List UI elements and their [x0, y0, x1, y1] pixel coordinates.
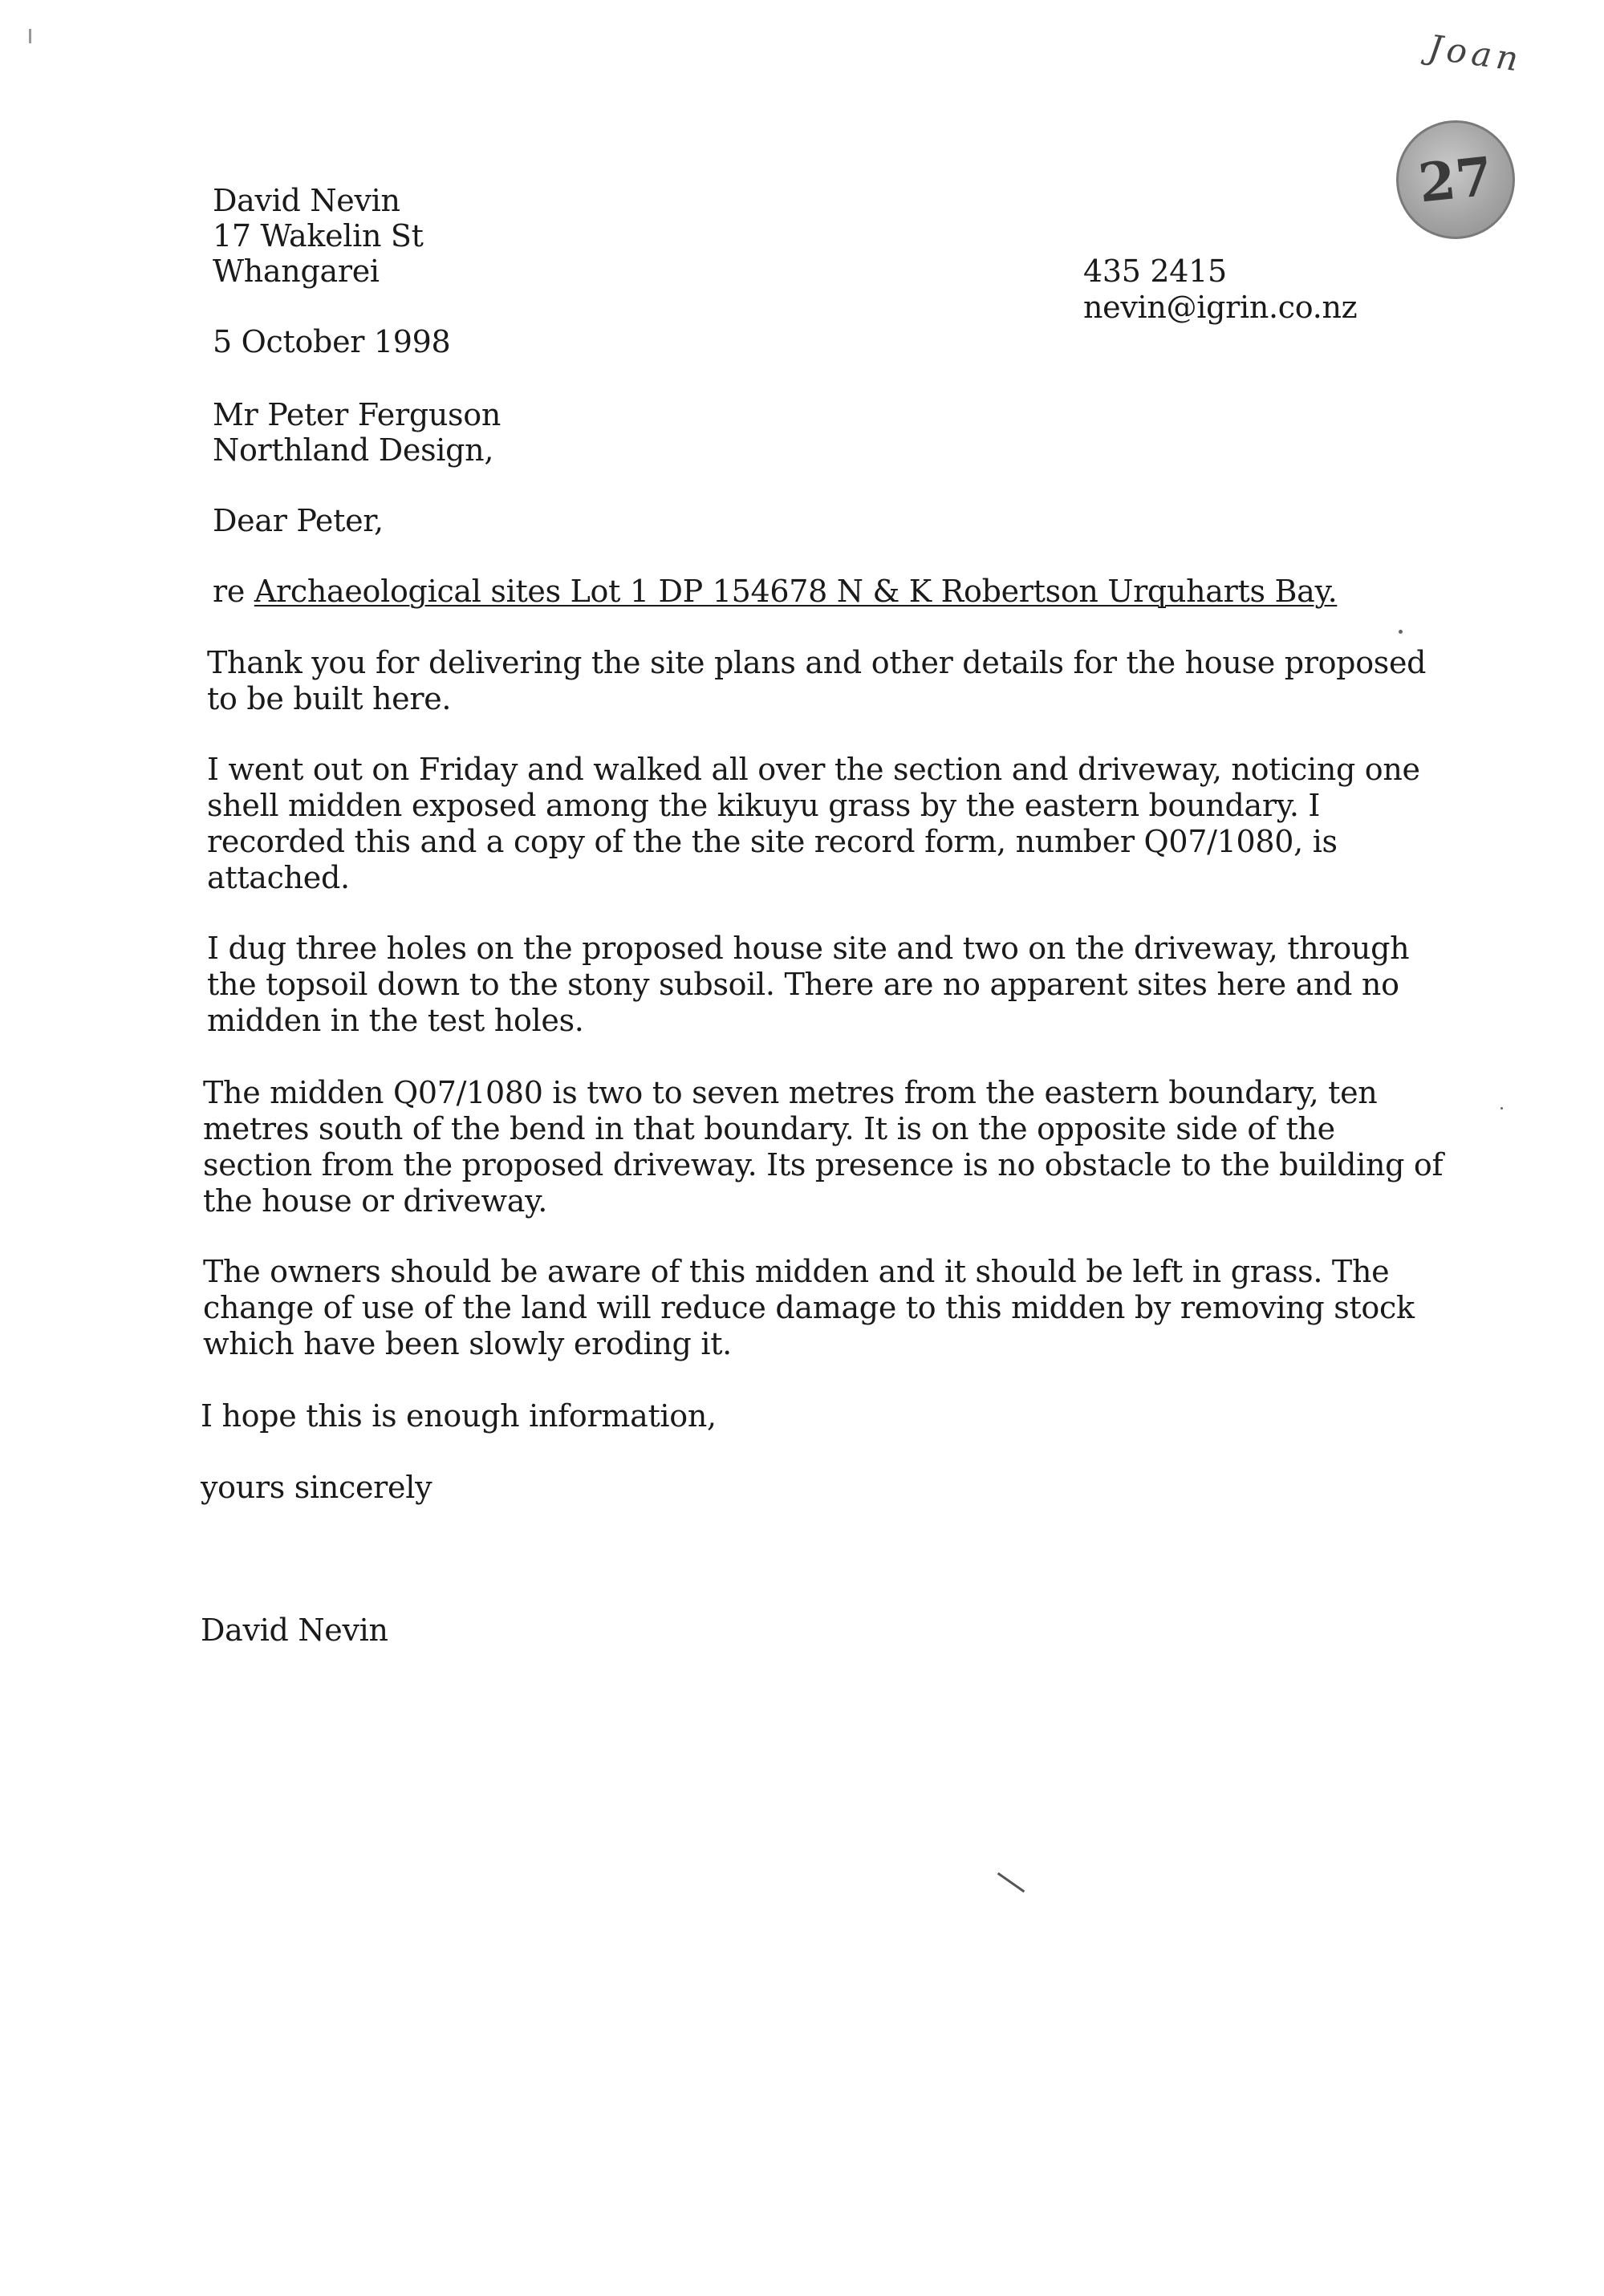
scan-speck	[1500, 1107, 1503, 1109]
body-paragraph-2: I went out on Friday and walked all over the section and driveway, noticing one shell midden exposed among the kikuyu grass by the eastern boundary. I recorded this and a copy of the the site record form, number Q07/1080, is attached.	[207, 752, 1420, 895]
sender-city: Whangarei	[213, 254, 380, 289]
scan-mark	[997, 1872, 1025, 1892]
subject-text: Archaeological sites Lot 1 DP 154678 N & K Robertson Urquharts Bay.	[254, 574, 1338, 609]
signature-name: David Nevin	[201, 1612, 388, 1648]
closing: yours sincerely	[201, 1470, 432, 1505]
stamp-number: 27	[1415, 144, 1496, 215]
sender-street: 17 Wakelin St	[213, 218, 424, 254]
page-number-stamp	[1396, 120, 1515, 239]
subject-line	[213, 574, 1337, 610]
recipient-name: Mr Peter Ferguson	[213, 397, 501, 432]
body-paragraph-3: I dug three holes on the proposed house site and two on the driveway, through the topsoil down to the stony subsoil. There are no apparent sites here and no midden in the test holes.	[207, 931, 1410, 1038]
body-paragraph-4: The midden Q07/1080 is two to seven metres from the eastern boundary, ten metres south of the bend in that boundary. It is on the opposite side of the section from the proposed driveway. Its presence is no obstacle to the building of the house or driveway.	[203, 1075, 1444, 1219]
subject-prefix: re	[213, 574, 246, 609]
salutation: Dear Peter,	[213, 503, 384, 538]
sender-name: David Nevin	[213, 183, 400, 218]
recipient-company: Northland Design,	[213, 432, 494, 468]
handwritten-note: Joan	[1426, 27, 1526, 79]
letter-date: 5 October 1998	[213, 324, 451, 359]
body-paragraph-5: The owners should be aware of this midden and it should be left in grass. The change of use of the land will reduce damage to this midden by removing stock which have been slowly eroding it.	[203, 1254, 1415, 1361]
body-paragraph-6: I hope this is enough information,	[201, 1398, 717, 1434]
sender-phone: 435 2415	[1083, 254, 1227, 289]
sender-email: nevin@igrin.co.nz	[1083, 290, 1358, 325]
scan-mark	[29, 29, 31, 43]
scan-speck	[1399, 630, 1403, 634]
body-paragraph-1: Thank you for delivering the site plans and other details for the house proposed to be built here.	[207, 645, 1427, 716]
